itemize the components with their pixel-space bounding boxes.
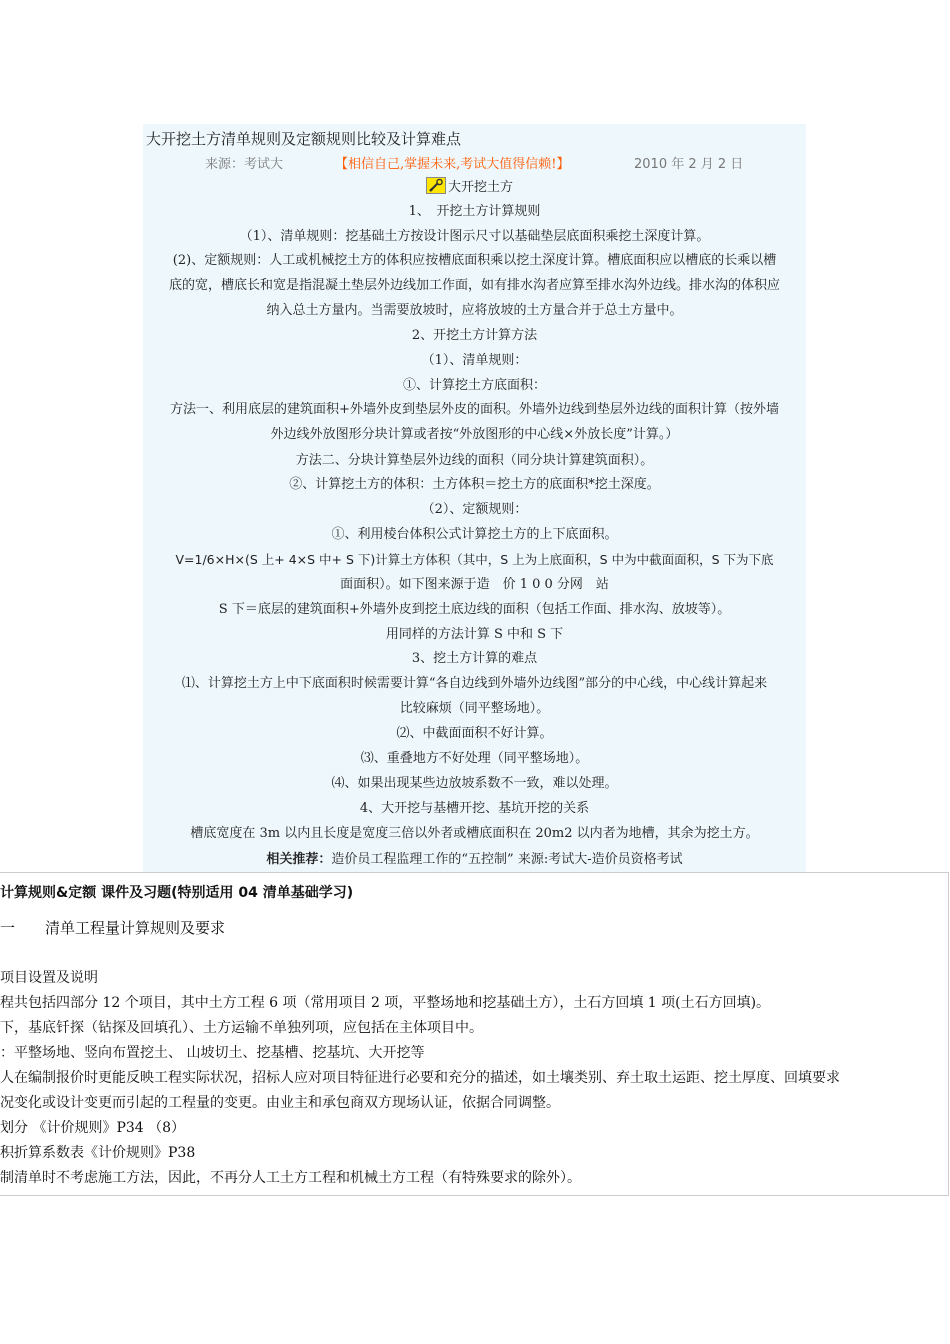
article-line: 1、 开挖土方计算规则 — [408, 204, 541, 219]
article-line: 面面积）。如下图来源于造 价 1 0 0 分网 站 — [340, 577, 609, 592]
article-line: 底的宽，槽底长和宽是指混凝土垫层外边线加工作面，如有排水沟者应算至排水沟外边线。排水沟的体积应 — [168, 278, 780, 293]
article-line: V=1/6×H×(S 上+ 4×S 中+ S 下)计算土方体积（其中，S 上为上底面积，S 中为中截面面积，S 下为下底 — [175, 552, 774, 567]
article-line: 方法一、利用底层的建筑面积+外墙外皮到垫层外皮的面积。外墙外边线到垫层外边线的面积计算（按外墙 — [170, 402, 779, 417]
article-slogan[interactable]: 【相信自己,掌握未来,考试大值得信赖!】 — [335, 157, 570, 172]
courseware-heading: 计算规则&定额 课件及习题(特别适用 04 清单基础学习) — [0, 885, 354, 901]
courseware-line: ：平整场地、竖向布置挖土、 山坡切土、挖基槽、挖基坑、大开挖等 — [0, 1045, 425, 1061]
article-line: 纳入总土方量内。当需要放坡时，应将放坡的土方量合并于总土方量中。 — [266, 303, 683, 318]
article-date: 2010 年 2 月 2 日 — [634, 157, 744, 172]
courseware-line: 下，基底钎探（钻探及回填孔）、土方运输不单独列项，应包括在主体项目中。 — [0, 1020, 483, 1036]
article-line: 3、挖土方计算的难点 — [411, 651, 538, 666]
article-line: ⑵、中截面面积不好计算。 — [396, 726, 553, 741]
courseware-line: 划分 《计价规则》P34 （8） — [0, 1120, 186, 1136]
article-line: （2）、定额规则： — [421, 502, 528, 517]
article-line: （1）、清单规则： — [421, 353, 528, 368]
courseware-subheading: 一 清单工程量计算规则及要求 — [0, 919, 226, 937]
related-recommendation — [143, 848, 806, 872]
article-line: ①、计算挖土方底面积： — [402, 378, 546, 393]
article-line: 方法二、分块计算垫层外边线的面积（同分块计算建筑面积）。 — [295, 453, 654, 468]
article-line: （1）、清单规则：挖基础土方按设计图示尺寸以基础垫层底面积乘挖土深度计算。 — [239, 229, 710, 244]
article-title: 大开挖土方清单规则及定额规则比较及计算难点 — [146, 130, 462, 148]
related-link[interactable]: 造价员工程监理工作的“五控制” 来源:考试大-造价员资格考试 — [331, 852, 683, 867]
article-line: 2、开挖土方计算方法 — [411, 328, 538, 343]
wrench-icon — [426, 177, 446, 194]
article-line: 4、大开挖与基槽开挖、基坑开挖的关系 — [359, 801, 590, 816]
related-label: 相关推荐： — [266, 852, 332, 867]
article-line: 用同样的方法计算 S 中和 S 下 — [385, 627, 564, 642]
article-line: ⑶、重叠地方不好处理（同平整场地）。 — [360, 751, 589, 766]
article-line: 外边线外放图形分块计算或者按“外放图形的中心线×外放长度”计算。） — [270, 427, 679, 442]
courseware-line: 项目设置及说明 — [0, 970, 98, 986]
section-heading-dakaiwa: 大开挖土方 — [448, 180, 514, 195]
courseware-line: 况变化或设计变更而引起的工程量的变更。由业主和承包商双方现场认证，依据合同调整。 — [0, 1095, 560, 1111]
article-line: ⑴、计算挖土方上中下底面积时候需要计算“各自边线到外墙外边线图”部分的中心线，中心线计算起来 — [181, 676, 768, 691]
article-line: 槽底宽度在 3m 以内且长度是宽度三倍以外者或槽底面积在 20m2 以内者为地槽，其余为挖土方。 — [190, 826, 759, 841]
article-line: ⑷、如果出现某些边放坡系数不一致，难以处理。 — [331, 776, 618, 791]
courseware-line: 程共包括四部分 12 个项目，其中土方工程 6 项（常用项目 2 项，平整场地和挖基础土方），土石方回填 1 项(土石方回填)。 — [0, 995, 771, 1011]
article-line: (2)、定额规则：人工或机械挖土方的体积应按槽底面积乘以挖土深度计算。槽底面积应以槽底的长乘以槽 — [172, 253, 777, 268]
article-source: 来源：考试大 — [205, 157, 284, 172]
article-line: ②、计算挖土方的体积：土方体积＝挖土方的底面积*挖土深度。 — [289, 477, 660, 492]
article-line: S 下＝底层的建筑面积+外墙外皮到挖土底边线的面积（包括工作面、排水沟、放坡等）。 — [218, 602, 731, 617]
courseware-line: 积折算系数表《计价规则》P38 — [0, 1145, 196, 1161]
courseware-line: 制清单时不考虑施工方法，因此，不再分人工土方工程和机械土方工程（有特殊要求的除外）。 — [0, 1170, 581, 1186]
courseware-line: 人在编制报价时更能反映工程实际状况，招标人应对项目特征进行必要和充分的描述，如土壤类别、弃土取土运距、挖土厚度、回填要求 — [0, 1070, 840, 1086]
article-line: ①、利用棱台体积公式计算挖土方的上下底面积。 — [331, 527, 618, 542]
article-line: 比较麻烦（同平整场地）。 — [399, 701, 550, 716]
